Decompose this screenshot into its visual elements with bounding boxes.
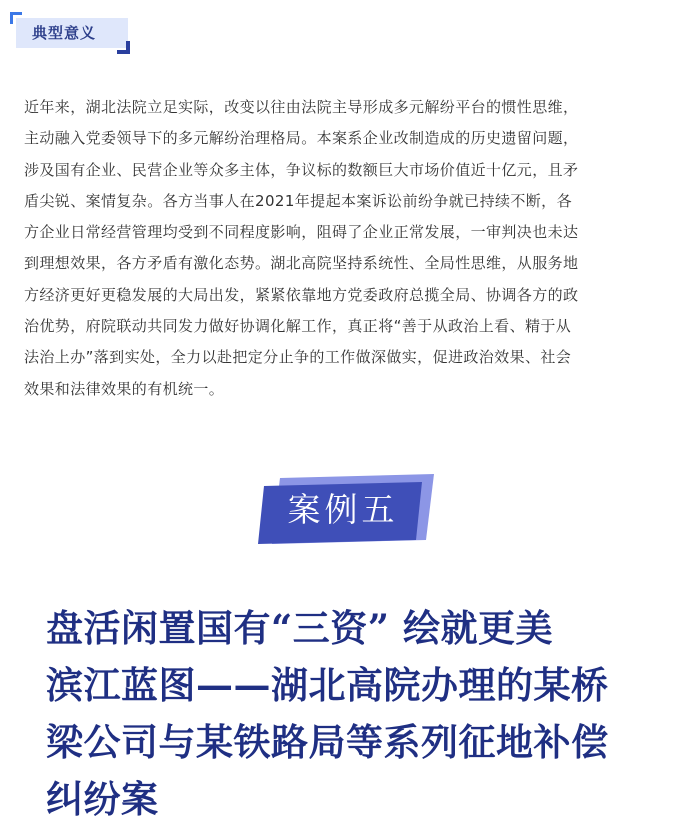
paragraph-line: 盾尖锐、案情复杂。各方当事人在2021年提起本案诉讼前纷争就已持续不断，各 bbox=[24, 191, 572, 210]
paragraph-line: 方企业日常经营管理均受到不同程度影响，阻碍了企业正常发展，一审判决也未达 bbox=[24, 223, 579, 242]
paragraph-line: 法治上办”落到实处，全力以赴把定分止争的工作做深做实，促进政治效果、社会 bbox=[24, 348, 572, 367]
significance-paragraph bbox=[24, 92, 668, 405]
tag-corner-decoration bbox=[117, 41, 130, 54]
case-title-line: 滨江蓝图——湖北高院办理的某桥 bbox=[46, 663, 609, 707]
section-tag-label: 典型意义 bbox=[32, 24, 97, 42]
paragraph-line: 到理想效果，各方矛盾有激化态势。湖北高院坚持系统性、全局性思维，从服务地 bbox=[24, 254, 579, 273]
paragraph-line: 效果和法律效果的有机统一。 bbox=[24, 379, 225, 398]
paragraph-line: 治优势，府院联动共同发力做好协调化解工作，真正将“善于从政治上看、精于从 bbox=[24, 317, 572, 336]
case-number-badge bbox=[258, 474, 438, 546]
case-title bbox=[46, 600, 666, 828]
case-title-line: 盘活闲置国有“三资” 绘就更美 bbox=[46, 606, 553, 650]
section-tag bbox=[10, 12, 128, 50]
paragraph-line: 近年来，湖北法院立足实际，改变以往由法院主导形成多元解纷平台的惯性思维， bbox=[24, 98, 579, 116]
case-title-line: 纠纷案 bbox=[46, 777, 159, 821]
case-number-label: 案例五 bbox=[287, 490, 399, 529]
paragraph-line: 方经济更好更稳发展的大局出发，紧紧依靠地方党委政府总揽全局、协调各方的政 bbox=[24, 285, 579, 304]
paragraph-line: 涉及国有企业、民营企业等众多主体，争议标的数额巨大市场价值近十亿元，且矛 bbox=[24, 160, 579, 179]
paragraph-line: 主动融入党委领导下的多元解纷治理格局。本案系企业改制造成的历史遗留问题， bbox=[24, 129, 579, 148]
case-title-line: 梁公司与某铁路局等系列征地补偿 bbox=[46, 720, 609, 764]
